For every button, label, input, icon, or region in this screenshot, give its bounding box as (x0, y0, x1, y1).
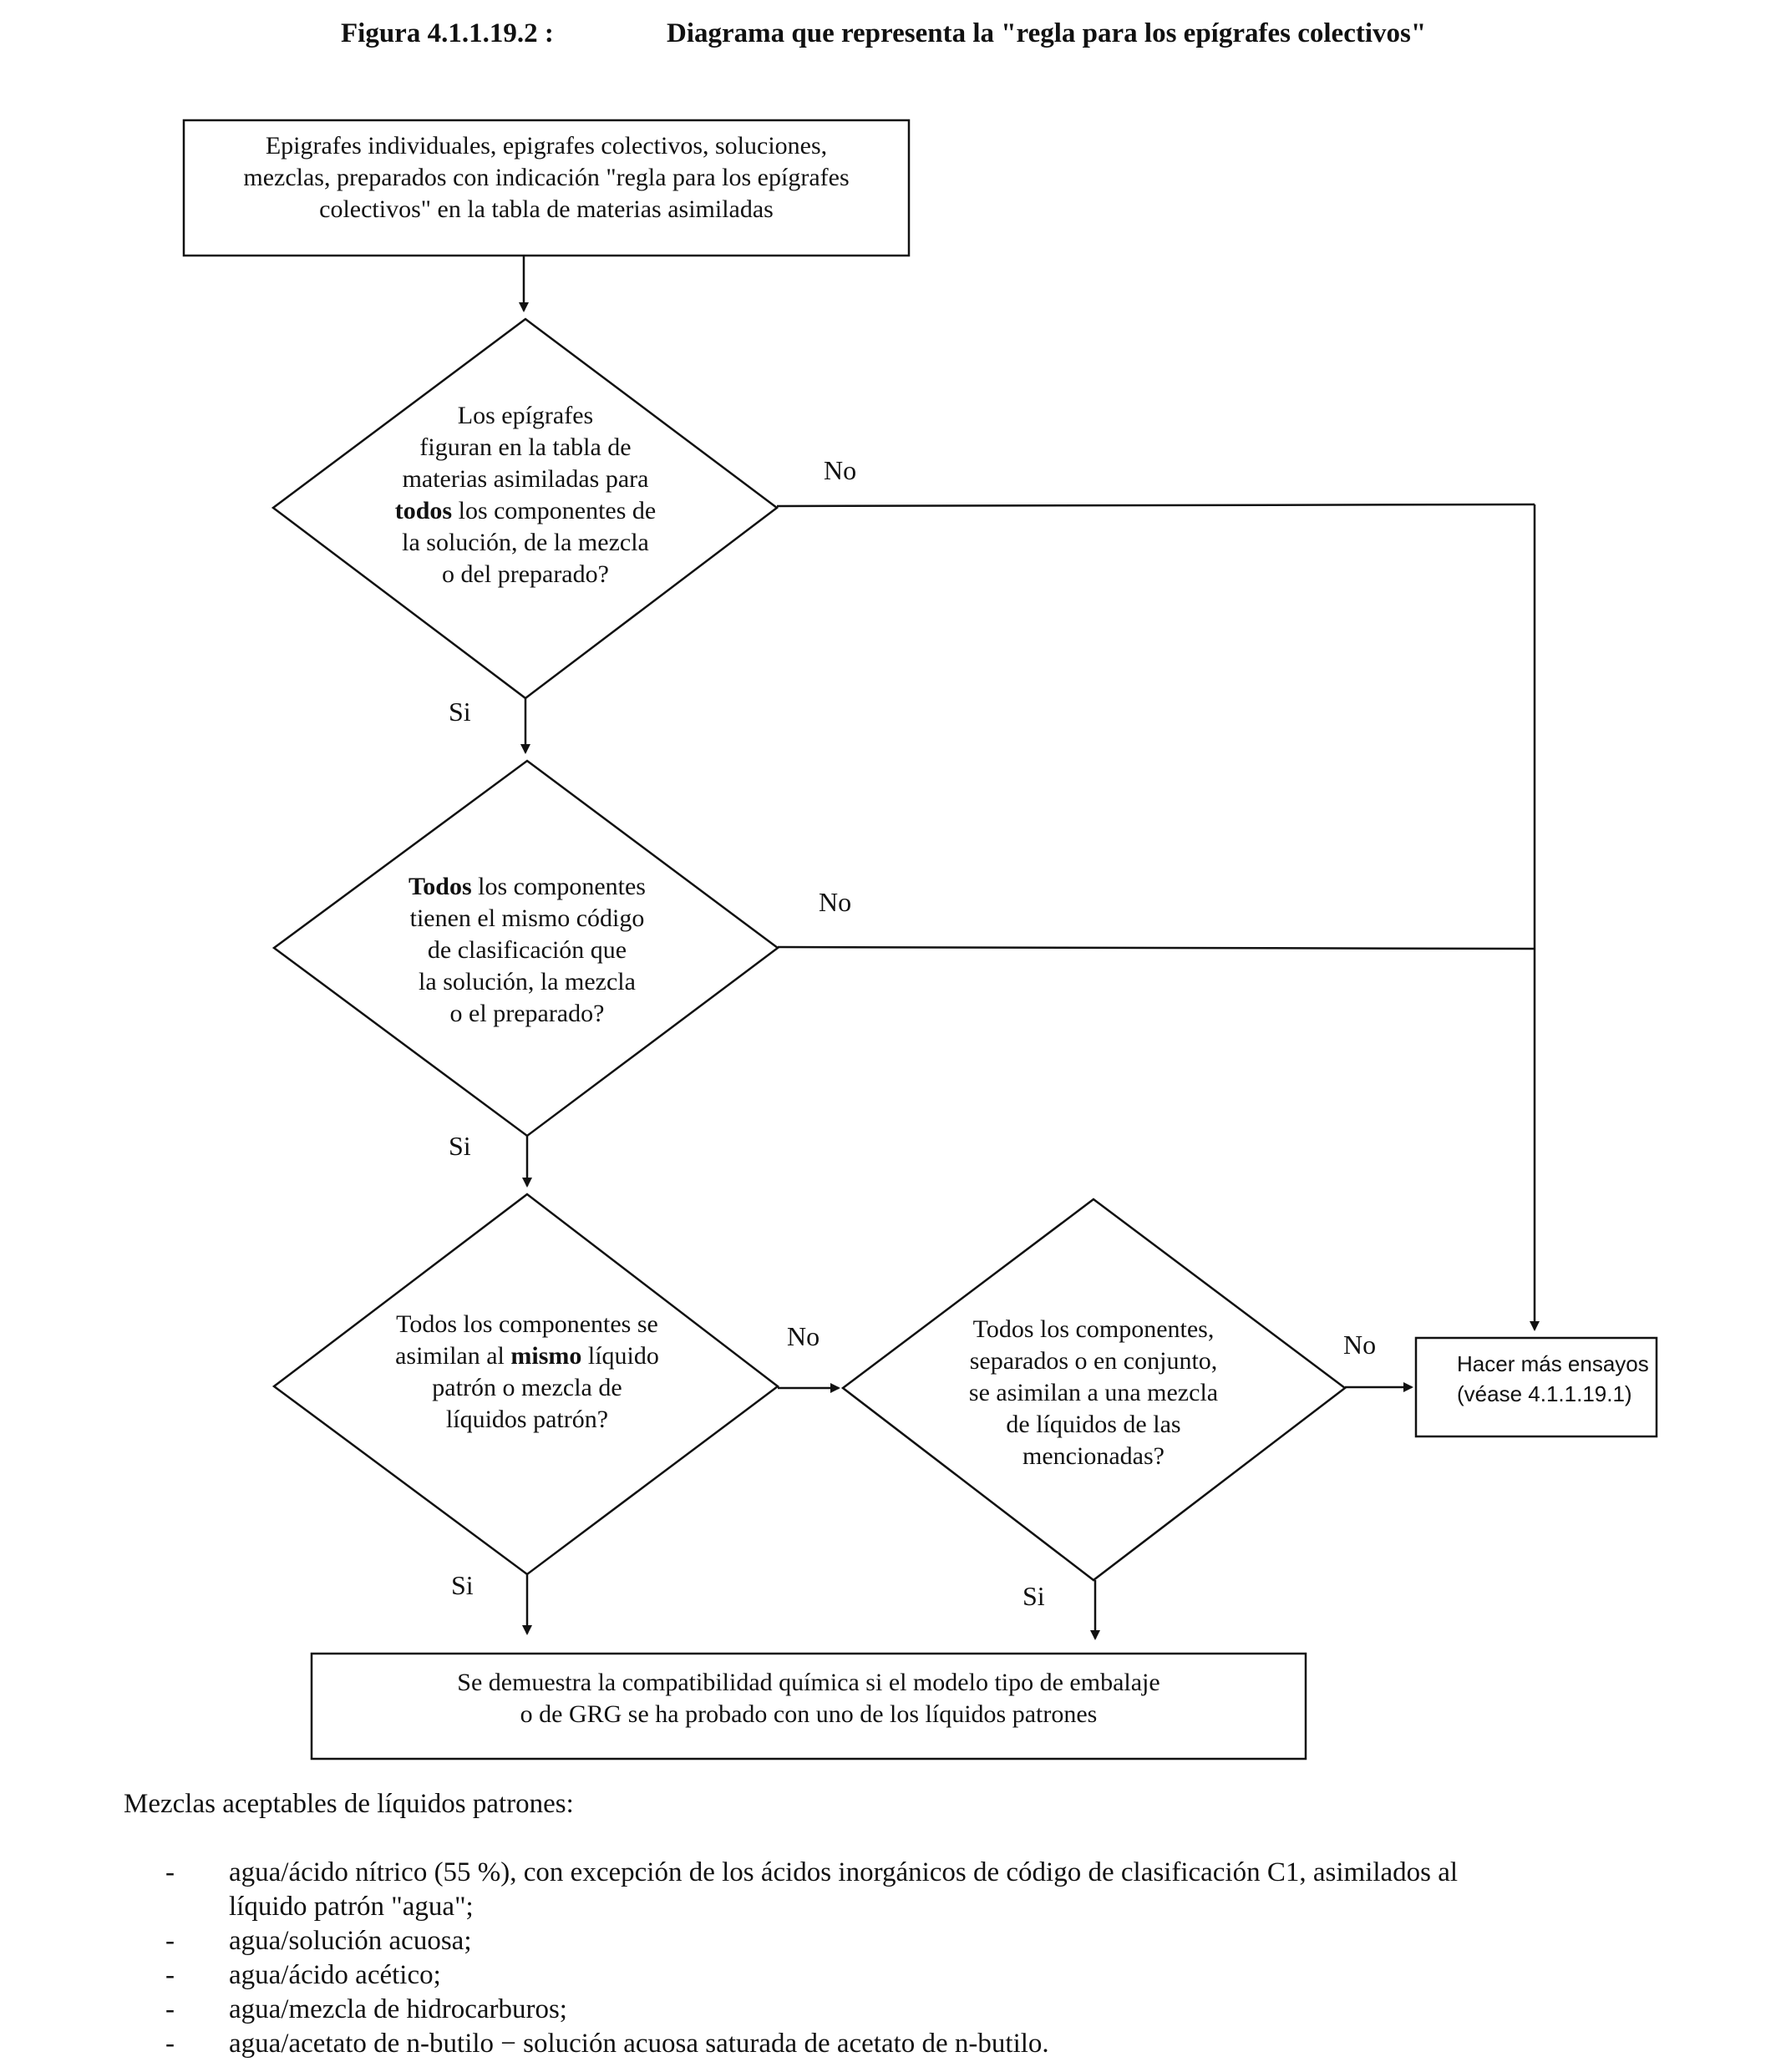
q3-line-4: líquidos patrón? (445, 1406, 609, 1433)
q3-bold-word: mismo (510, 1342, 582, 1370)
edge-label-q2-no: No (819, 887, 852, 917)
q1-line-5: la solución, de la mezcla (402, 529, 649, 556)
q1-line-4 (358, 495, 693, 527)
q3-line-1: Todos los componentes se (396, 1310, 658, 1338)
mixture-3: agua/ácido acético; (229, 1960, 441, 1990)
edge-label-q2-yes: Si (449, 1131, 471, 1161)
mixture-1-line-1: agua/ácido nítrico (55 %), con excepción de los ácidos inorgánicos de código de clasificación C1, asimilados al (229, 1857, 1459, 1887)
edge-label-q3-no: No (787, 1321, 820, 1351)
q2-line-1-rest: los componentes (471, 873, 646, 900)
q3-line-2-post: líquido (581, 1342, 659, 1370)
q4-line-4: de líquidos de las (1006, 1411, 1181, 1438)
q1-line-2: figuran en la tabla de (419, 433, 632, 461)
list-item (124, 1993, 1694, 2027)
q4-text (926, 1314, 1261, 1472)
edge-label-q3-yes: Si (451, 1570, 474, 1600)
result-text (313, 1667, 1304, 1730)
start-line-3: colectivos" en la tabla de materias asimiladas (319, 195, 774, 223)
bullet-dash: - (165, 1994, 175, 2024)
tests-text (1457, 1349, 1649, 1409)
edge-q1-no (777, 504, 1535, 506)
mixtures-heading: Mezclas aceptables de líquidos patrones: (124, 1789, 574, 1819)
start-line-1: Epigrafes individuales, epigrafes colectivos, soluciones, (265, 132, 828, 160)
q4-line-5: mencionadas? (1022, 1442, 1165, 1470)
list-item (124, 1958, 1694, 1993)
q1-line-1: Los epígrafes (457, 402, 594, 429)
mixture-4: agua/mezcla de hidrocarburos; (229, 1994, 567, 2024)
figure-caption: Diagrama que representa la "regla para los epígrafes colectivos" (667, 18, 1427, 48)
q3-line-2 (348, 1340, 707, 1372)
edge-label-q4-no: No (1343, 1330, 1377, 1360)
tests-line-1: Hacer más ensayos (1457, 1351, 1649, 1376)
q3-line-3: patrón o mezcla de (432, 1374, 622, 1401)
tests-line-2: (véase 4.1.1.19.1) (1457, 1381, 1632, 1406)
q3-text (348, 1309, 707, 1436)
q2-line-4: la solución, la mezcla (419, 968, 636, 995)
bullet-dash: - (165, 1926, 175, 1956)
q1-bold-word: todos (394, 497, 453, 524)
list-item (124, 2027, 1694, 2061)
q4-line-3: se asimilan a una mezcla (968, 1379, 1219, 1406)
q2-text (360, 871, 694, 1030)
edge-label-q1-yes: Si (449, 697, 471, 727)
edge-label-q1-no: No (824, 455, 857, 485)
figure-number: Figura 4.1.1.19.2 : (341, 18, 554, 48)
list-item (124, 1924, 1694, 1958)
q2-line-3: de clasificación que (427, 936, 627, 964)
mixtures-list (124, 1856, 1694, 2061)
q2-bold-word: Todos (408, 873, 472, 900)
mixture-1-line-2: líquido patrón "agua"; (229, 1892, 474, 1922)
edge-q2-no (778, 947, 1535, 949)
bullet-dash: - (165, 1960, 175, 1990)
q2-line-2: tienen el mismo código (409, 904, 645, 932)
bullet-dash: - (165, 1857, 175, 1887)
list-item (124, 1856, 1694, 1924)
q1-line-3: materias asimiladas para (402, 465, 649, 493)
q2-line-5: o el preparado? (449, 1000, 605, 1027)
q4-line-2: separados o en conjunto, (969, 1347, 1218, 1375)
mixture-5: agua/acetato de n-butilo − solución acuosa saturada de acetato de n-butilo. (229, 2029, 1049, 2059)
q1-line-4-rest: los componentes de (452, 497, 657, 524)
q4-line-1: Todos los componentes, (972, 1315, 1215, 1343)
bullet-dash: - (165, 2029, 175, 2059)
result-line-1: Se demuestra la compatibilidad química si el modelo tipo de embalaje (457, 1669, 1160, 1696)
result-line-2: o de GRG se ha probado con uno de los líquidos patrones (520, 1700, 1098, 1728)
start-text (185, 130, 907, 225)
mixture-2: agua/solución acuosa; (229, 1926, 472, 1956)
q3-line-2-pre: asimilan al (395, 1342, 511, 1370)
start-line-2: mezclas, preparados con indicación "regla para los epígrafes (243, 164, 850, 191)
edge-label-q4-yes: Si (1022, 1581, 1045, 1611)
q2-line-1 (360, 871, 694, 903)
q1-text (358, 400, 693, 590)
q1-line-6: o del preparado? (442, 560, 609, 588)
